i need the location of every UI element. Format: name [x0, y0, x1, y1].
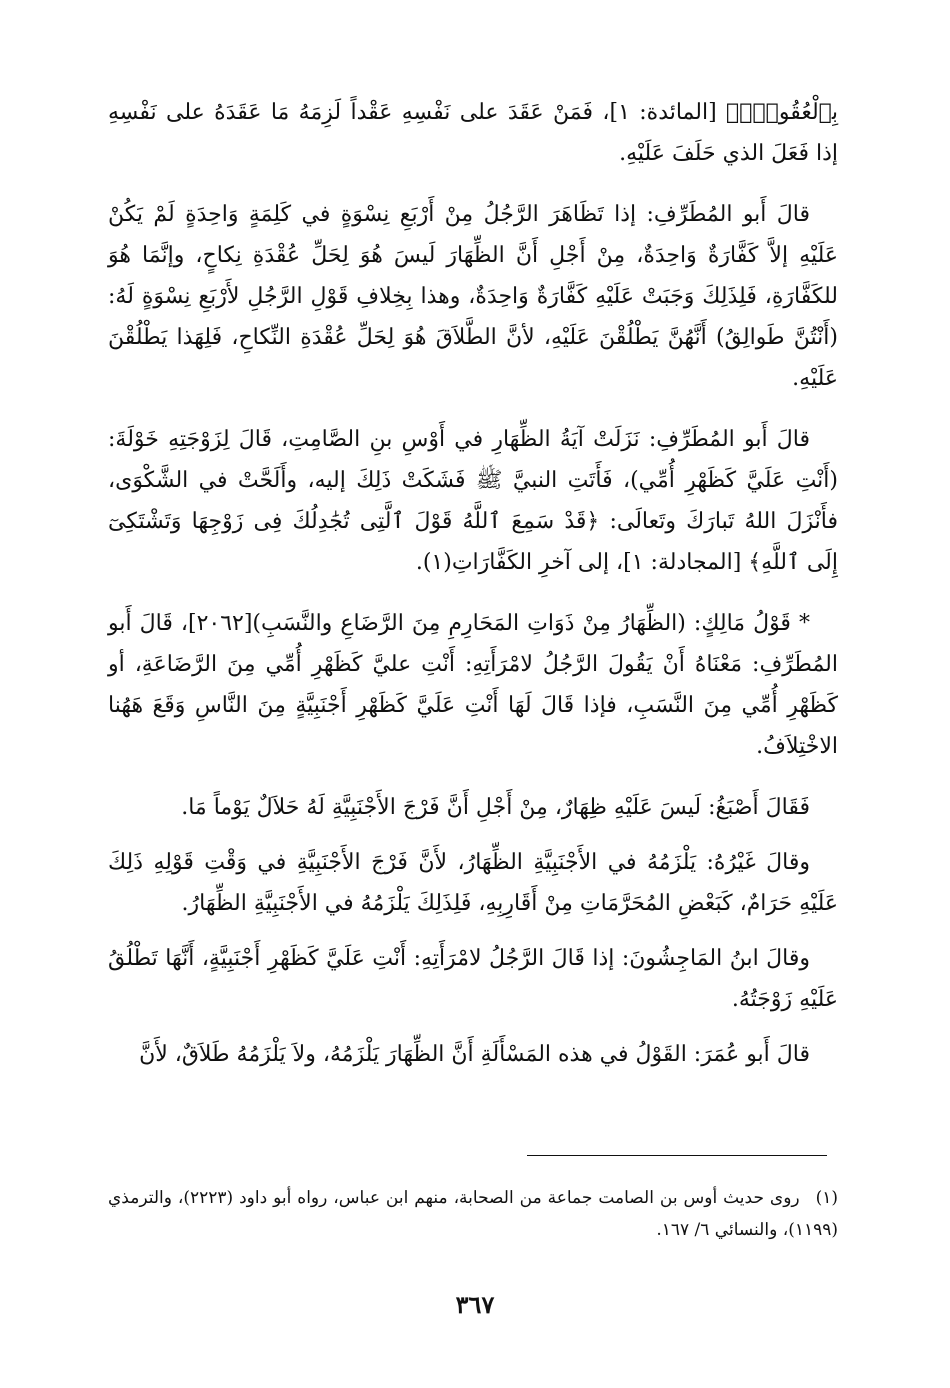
paragraph-abu-umar: قالَ أَبو عُمَرَ: القَوْلُ في هذه المَسْأَلَةِ أَنَّ الظِّهَارَ يَلْزَمُهُ، ولاَ يَلْزَمُهُ طَلاَقٌ، لأَنَّ: [139, 1042, 810, 1067]
page-number: ٣٦٧: [455, 1290, 495, 1319]
footnote: [108, 1182, 838, 1246]
footnote-text: روى حديث أوس بن الصامت جماعة من الصحابة، منهم ابن عباس، رواه أبو داود (٢٢٢٣)، والترمذي (١١٩٩)، والنسائي ٦/ ١٦٧.: [108, 1188, 838, 1240]
page-body: [108, 92, 838, 1095]
paragraph-quran-end: بِٱلْعُقُودِۚ﴾ [المائدة: ١]، فَمَنْ عَقَدَ على نَفْسِهِ عَقْداً لَزِمَهُ مَا عَقَدَهُ على نَفْسِهِ إذا فَعَلَ الذي حَلَفَ عَلَيْهِ.: [108, 100, 838, 166]
paragraph-ibn-majishun: وقالَ ابنُ المَاجِشُونَ: إذا قَالَ الرَّجُلُ لامْرَأَتِهِ: أَنْتِ عَلَيَّ كَظَهْرِ أَجْنَبِيَّةٍ، أَنَّهَا تَطْلُقُ عَلَيْهِ زَوْجَتُهُ.: [108, 946, 838, 1012]
paragraph-zihar-verse: قالَ أَبو المُطَرِّفِ: نَزَلَتْ آيَةُ الظِّهَارِ في أَوْسِ بنِ الصَّامِتِ، قَالَ لِزَوْجَتِهِ خَوْلَةَ: (أَنْتِ عَلَيَّ كَظَهْرِ أُمِّي)، فَأَتَتِ النبيَّ ﷺ فَشَكَتْ ذَلِكَ إليه، وأَلَحَّتْ في الشَّكْوَى، فأَنْزَلَ اللهُ تَبارَكَ وتَعالَى: ﴿قَدْ سَمِعَ ٱللَّهُ قَوْلَ ٱلَّتِى تُجَٰدِلُكَ فِى زَوْجِهَا وَتَشْتَكِىٓ إِلَى ٱللَّهِ﴾ [المجادلة: ١]، إلى آخرِ الكَفَّارَاتِ(١).: [108, 427, 838, 575]
paragraph-abu-mutarrif-four-wives: قالَ أَبو المُطَرِّفِ: إذا تَظَاهَرَ الرَّجُلُ مِنْ أَرْبَعِ نِسْوَةٍ في كَلِمَةٍ وَاحِدَةٍ لَمْ يَكُنْ عَلَيْهِ إلاَّ كَفَّارَةٌ وَاحِدَةٌ، مِنْ أَجْلِ أَنَّ الظِّهَارَ لَيسَ هُوَ لِحَلِّ عُقْدَةِ نِكاحٍ، وإنَّمَا هُوَ للكَفَّارَةِ، فَلِذَلِكَ وَجَبَتْ عَلَيْهِ كَفَّارَةٌ وَاحِدَةٌ، وهذا بِخِلافِ قَوْلِ الرَّجُلِ لأَرْبَعِ نِسْوَةٍ لَهُ: (أَنْتُنَّ طَوالِقُ) أَنَّهُنَّ يَطْلُقْنَ عَلَيْهِ، لأنَّ الطَّلاَقَ هُوَ لِحَلِّ عُقْدَةِ النِّكاحِ، فَلِهَذا يَطْلُقْنَ عَلَيْهِ.: [108, 202, 838, 391]
paragraph-asbagh: فَقَالَ أَصْبَغُ: لَيسَ عَلَيْهِ ظِهَارٌ، مِنْ أَجْلِ أَنَّ فَرْجَ الأَجْنَبِيَّةِ لَهُ حَلاَلٌ يَوْماً مَا.: [181, 795, 810, 820]
footnote-divider: [527, 1155, 827, 1156]
footnote-marker: (١): [815, 1188, 838, 1208]
paragraph-others: وقالَ غَيْرُهُ: يَلْزَمُهُ في الأَجْنَبِيَّةِ الظِّهَارُ، لأَنَّ فَرْجَ الأَجْنَبِيَّةِ في وَقْتِ قَوْلِهِ ذَلِكَ عَلَيْهِ حَرَامٌ، كَبَعْضِ المُحَرَّمَاتِ مِنْ أَقَارِبِهِ، فَلِذَلِكَ يَلْزَمُهُ في الأَجْنَبِيَّةِ الظِّهَارُ.: [108, 850, 838, 916]
paragraph-malik-saying: * قَوْلُ مَالِكٍ: (الظِّهَارُ مِنْ ذَوَاتِ المَحَارِمِ مِنَ الرَّضَاعِ والنَّسَبِ)[٢٠٦٢]، قَالَ أَبو المُطَرِّفِ: مَعْنَاهُ أَنْ يَقُولَ الرَّجُلُ لامْرَأَتِهِ: أَنْتِ عليَّ كَظَهْرِ أُمِّي مِنَ الرَّضَاعَةِ، أو كَظَهْرِ أُمِّي مِنَ النَّسَبِ، فإذا قَالَ لَهَا أَنْتِ عَلَيَّ كَظَهْرِ أَجْنَبِيَّةٍ مِنَ النَّاسِ وَقَعَ هَهُنا الاخْتِلاَفُ.: [108, 611, 838, 759]
